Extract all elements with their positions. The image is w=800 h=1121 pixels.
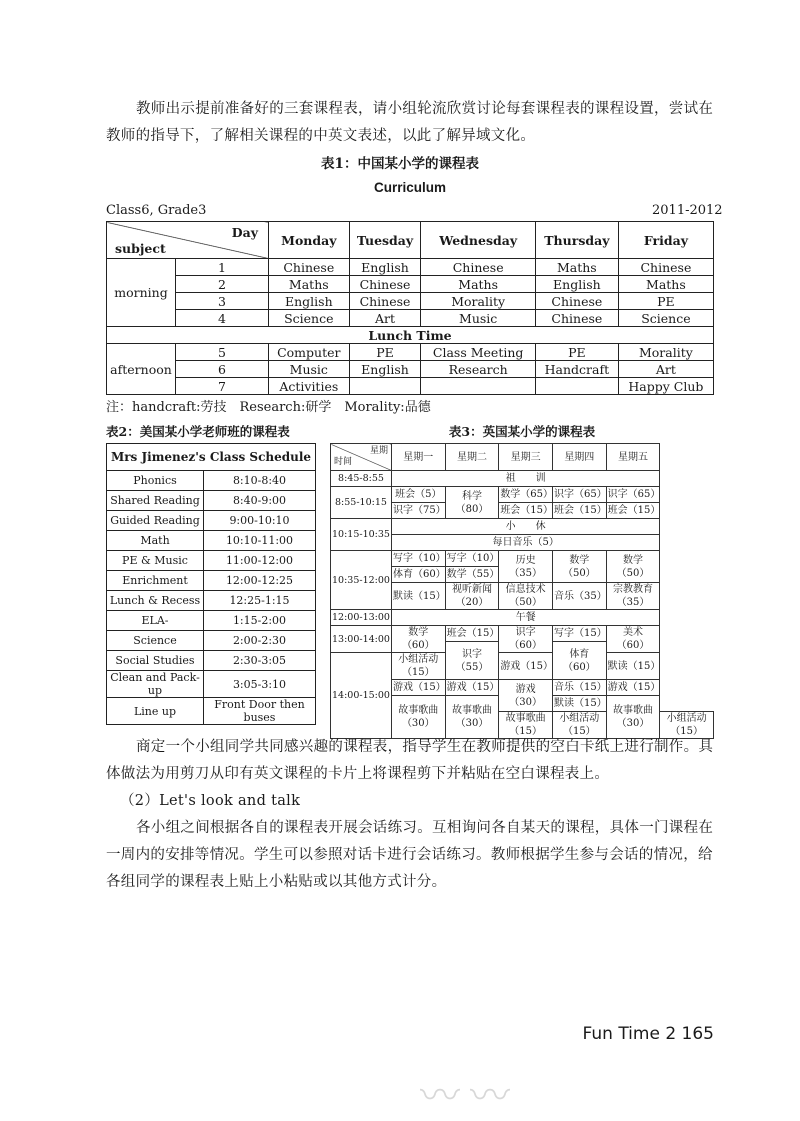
table-cell: Art [349,310,421,327]
table-cell: 班会（15） [499,503,553,519]
table-cell: Science [269,310,350,327]
period-number: 4 [176,310,269,327]
period-number: 6 [176,361,269,378]
table-cell: 写字（10） [391,551,445,567]
table-cell: 音乐（15） [552,680,606,696]
table-cell: 体育 （60） [552,642,606,680]
schedule-subject: Science [107,631,204,651]
time-slot: 12:00-13:00 [331,610,392,626]
table-cell: 游戏（15） [606,680,660,696]
class-schedule-table [106,443,316,725]
schedule-time: 2:00-2:30 [204,631,316,651]
talk-paragraph: 各小组之间根据各自的课程表开展会话练习。互相询问各自某天的课程，具体一门课程在一周内的安排等情况。学生可以参照对话卡进行会话练习。教师根据学生参与会话的情况，给各组同学的课程表上贴上小粘贴或以其他方式计分。 [106,820,714,890]
schedule-subject: Clean and Pack-up [107,671,204,698]
table-cell: Happy Club [618,378,713,395]
table-cell: Music [421,310,536,327]
table-cell: Research [421,361,536,378]
table-cell: 体育（60） [391,567,445,583]
table3-caption: 表3：英国某小学的课程表 [448,424,596,439]
day-header: Friday [618,222,713,259]
schedule-time: 2:30-3:05 [204,651,316,671]
period-number: 2 [176,276,269,293]
table1-heading: Curriculum [373,180,446,195]
day-header: 星期五 [606,444,660,471]
table-cell: 宗教教育（35） [606,583,660,610]
day-header: 星期一 [391,444,445,471]
schedule-subject: Math [107,531,204,551]
afternoon-label: afternoon [107,344,176,395]
table-cell: 识字（65） [606,487,660,503]
schedule-time: 12:00-12:25 [204,571,316,591]
day-header: Thursday [535,222,618,259]
time-slot: 10:35-12:00 [331,551,392,610]
table-cell: 识字（75） [391,503,445,519]
table-cell: 班会（15） [445,626,499,642]
table-cell: Morality [618,344,713,361]
table-cell: 数学 （60） [391,626,445,653]
table-cell: 科学 （80） [445,487,499,519]
day-header: 星期四 [552,444,606,471]
intro-paragraph: 教师出示提前准备好的三套课程表，请小组轮流欣赏讨论每套课程表的课程设置，尝试在教师的指导下，了解相关课程的中英文表述，以此了解异域文化。 [106,101,714,144]
table-cell: Maths [421,276,536,293]
table-cell: 写字（15） [552,626,606,642]
time-slot: 14:00-15:00 [331,653,392,739]
schedule-subject: Shared Reading [107,491,204,511]
morning-label: morning [107,259,176,327]
table-cell: 音乐（35） [552,583,606,610]
table-cell: 美术 （60） [606,626,660,653]
schedule-subject: Line up [107,698,204,725]
table-cell: Chinese [269,259,350,276]
day-header: Tuesday [349,222,421,259]
period-number: 1 [176,259,269,276]
table-cell: Science [618,310,713,327]
table-cell: PE [349,344,421,361]
table-cell: 班会（15） [606,503,660,519]
table2-caption: 表2：美国某小学老师班的课程表 [106,424,290,439]
table-cell: 游戏（15） [391,680,445,696]
table-cell: 小组活动（15） [660,712,714,739]
table-cell: English [349,259,421,276]
uk-timetable [330,443,714,739]
schedule-title: Mrs Jimenez's Class Schedule [107,444,316,471]
table-cell: 班会（5） [391,487,445,503]
period-number: 3 [176,293,269,310]
table-cell: English [535,276,618,293]
table-cell: Music [269,361,350,378]
table-cell: 祖 训 [391,471,659,487]
table-cell: 小组活动（15） [552,712,606,739]
table-cell: PE [535,344,618,361]
table-cell: 故事歌曲 （30） [391,696,445,739]
schedule-subject: Phonics [107,471,204,491]
table-cell: 班会（15） [552,503,606,519]
table-cell: 识字（65） [552,487,606,503]
schedule-time: 8:40-9:00 [204,491,316,511]
table-cell: 信息技术（50） [499,583,553,610]
table-cell: 默读（15） [391,583,445,610]
schedule-time: Front Door then buses [204,698,316,725]
table-cell: Maths [618,276,713,293]
schedule-subject: Guided Reading [107,511,204,531]
table-cell: 游戏（15） [499,653,553,680]
schedule-time: 8:10-8:40 [204,471,316,491]
period-number: 5 [176,344,269,361]
table-cell: PE [618,293,713,310]
time-slot: 13:00-14:00 [331,626,392,653]
table-cell: 午餐 [391,610,659,626]
table-cell: Activities [269,378,350,395]
table-cell: Handcraft [535,361,618,378]
watermark: 〰〰 [420,1073,520,1119]
table-cell [421,378,536,395]
table-cell: Chinese [349,293,421,310]
activity-paragraph: 商定一个小组同学共同感兴趣的课程表，指导学生在教师提供的空白卡纸上进行制作。具体做法为用剪刀从印有英文课程的卡片上将课程剪下并粘贴在空白课程表上。 [106,739,714,782]
table-cell: 故事歌曲（15） [499,712,553,739]
period-number: 7 [176,378,269,395]
day-header: 星期二 [445,444,499,471]
table-cell: English [269,293,350,310]
time-slot: 10:15-10:35 [331,519,392,551]
time-slot: 8:45-8:55 [331,471,392,487]
year-label: 2011-2012 [652,203,723,218]
table-cell: Class Meeting [421,344,536,361]
section-heading: （2）Let's look and talk [120,793,301,809]
table-cell: 默读（15） [606,653,660,680]
table-cell: Maths [535,259,618,276]
time-slot: 8:55-10:15 [331,487,392,519]
table-cell: 数学（55） [445,567,499,583]
table1-corner: Day subject [107,222,269,259]
table-cell: Maths [269,276,350,293]
table-cell: 数学（65） [499,487,553,503]
table-cell: 故事歌曲 （30） [606,696,660,739]
table-cell: Computer [269,344,350,361]
day-header: Wednesday [421,222,536,259]
table-cell: Chinese [349,276,421,293]
table-cell [349,378,421,395]
table-cell: Art [618,361,713,378]
table-cell: 写字（10） [445,551,499,567]
table-cell: Chinese [535,293,618,310]
table-cell: English [349,361,421,378]
table-cell: Chinese [618,259,713,276]
schedule-subject: Lunch & Recess [107,591,204,611]
schedule-time: 3:05-3:10 [204,671,316,698]
table-cell: 数学 （50） [606,551,660,583]
curriculum-table [106,221,714,395]
table-cell: 数学 （50） [552,551,606,583]
schedule-subject: PE & Music [107,551,204,571]
table-cell: 小组活动（15） [391,653,445,680]
schedule-subject: Social Studies [107,651,204,671]
schedule-time: 10:10-11:00 [204,531,316,551]
table-cell: 识字 （55） [445,642,499,680]
table-cell: Morality [421,293,536,310]
table-cell: 游戏 （30） [499,680,553,712]
table-cell: 故事歌曲 （30） [445,696,499,739]
schedule-subject: ELA- [107,611,204,631]
schedule-time: 9:00-10:10 [204,511,316,531]
table-cell: 视听新闻（20） [445,583,499,610]
schedule-time: 12:25-1:15 [204,591,316,611]
class-label: Class6, Grade3 [106,203,207,218]
table-cell: Chinese [535,310,618,327]
day-header: 星期三 [499,444,553,471]
schedule-subject: Enrichment [107,571,204,591]
table-cell: 每日音乐（5） [391,535,659,551]
page-footer: Fun Time 2 165 [582,1024,714,1044]
table-cell: Chinese [421,259,536,276]
table-cell [535,378,618,395]
schedule-time: 11:00-12:00 [204,551,316,571]
table3-corner: 星期 时间 [331,444,392,471]
table-cell: 识字 （60） [499,626,553,653]
lunch-row: Lunch Time [107,327,714,344]
table-cell: 默读（15） [552,696,606,712]
table-cell: 历史 （35） [499,551,553,583]
schedule-time: 1:15-2:00 [204,611,316,631]
table1-caption: 表1：中国某小学的课程表 [321,156,479,172]
day-header: Monday [269,222,350,259]
table1-note: 注：handcraft:劳技 Research:研学 Morality:品德 [106,400,431,415]
table-cell: 小 休 [391,519,659,535]
table-cell: 游戏（15） [445,680,499,696]
